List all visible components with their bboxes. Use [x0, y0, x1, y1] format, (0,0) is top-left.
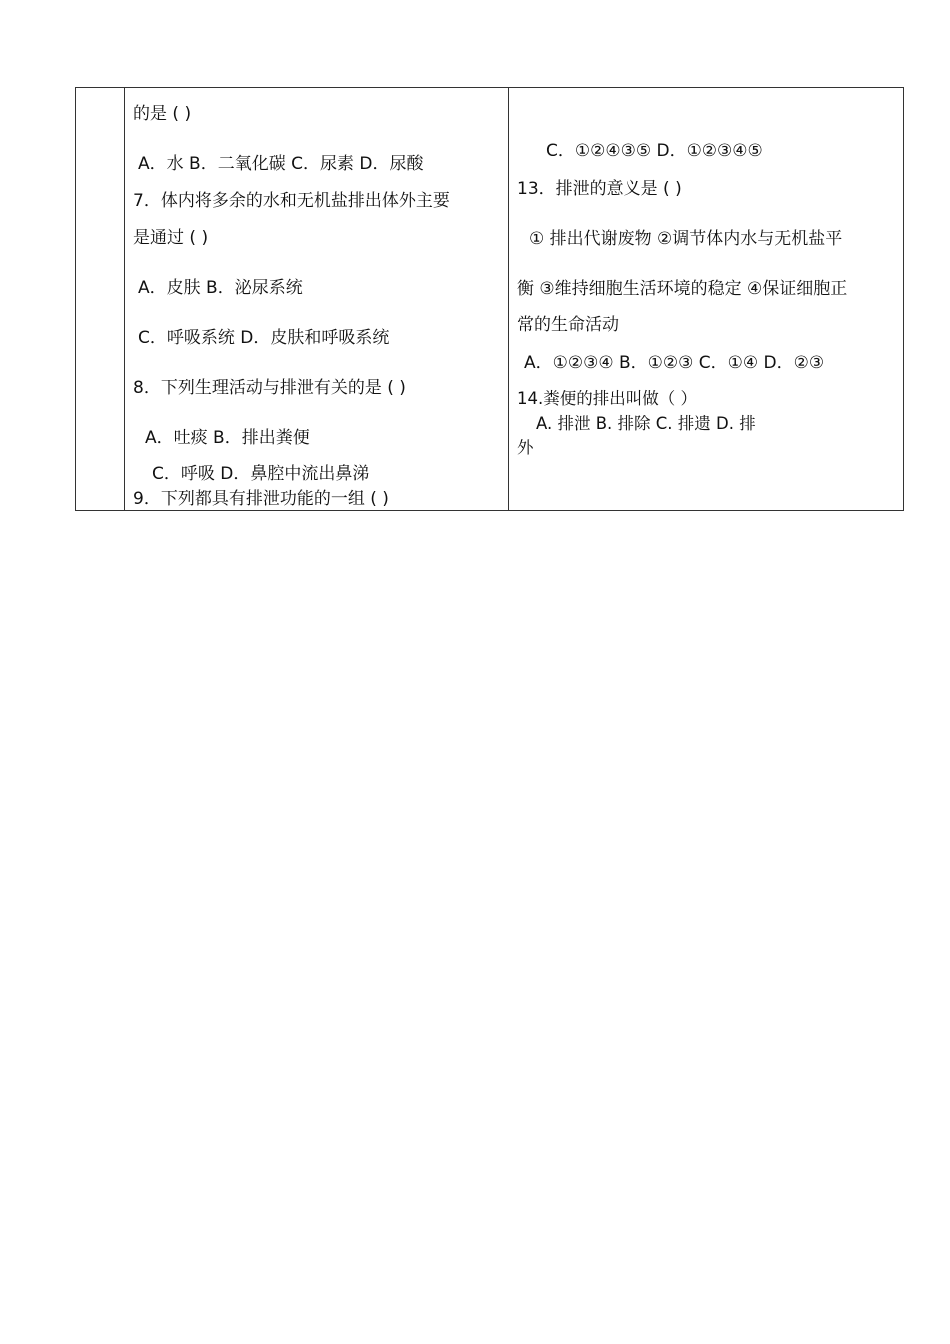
column-divider-1: [124, 88, 125, 510]
question-7-stem: 7．体内将多余的水和无机盐排出体外主要: [133, 191, 450, 211]
question-13-statements-continued: 衡 ③维持细胞生活环境的稳定 ④保证细胞正: [517, 279, 848, 299]
question-13-statements: ① 排出代谢废物 ②调节体内水与无机盐平: [529, 229, 843, 249]
question-8-options-cd: C．呼吸 D．鼻腔中流出鼻涕: [152, 464, 370, 484]
question-7-options-ab: A．皮肤 B．泌尿系统: [138, 278, 303, 298]
question-table: [75, 87, 904, 511]
question-8-stem: 8．下列生理活动与排泄有关的是 ( ): [133, 378, 406, 398]
column-divider-2: [508, 88, 509, 510]
question-6-options: A．水 B．二氧化碳 C．尿素 D．尿酸: [138, 154, 424, 174]
question-14-stem: 14.粪便的排出叫做（ ）: [517, 389, 697, 408]
question-9-stem: 9．下列都具有排泄功能的一组 ( ): [133, 489, 389, 509]
question-7-options-cd: C．呼吸系统 D．皮肤和呼吸系统: [138, 328, 390, 348]
question-6-continuation: 的是 ( ): [133, 104, 192, 124]
question-8-options-ab: A．吐痰 B．排出粪便: [145, 428, 310, 448]
question-14-options-wrap: 外: [517, 438, 534, 457]
question-13-stem: 13．排泄的意义是 ( ): [517, 179, 682, 199]
question-12-options: C．①②④③⑤ D．①②③④⑤: [546, 141, 763, 161]
question-13-options: A．①②③④ B．①②③ C．①④ D．②③: [524, 353, 825, 373]
question-7-stem-continued: 是通过 ( ): [133, 228, 209, 248]
question-14-options: A. 排泄 B. 排除 C. 排遗 D. 排: [536, 414, 756, 433]
question-13-statements-end: 常的生命活动: [517, 315, 619, 335]
